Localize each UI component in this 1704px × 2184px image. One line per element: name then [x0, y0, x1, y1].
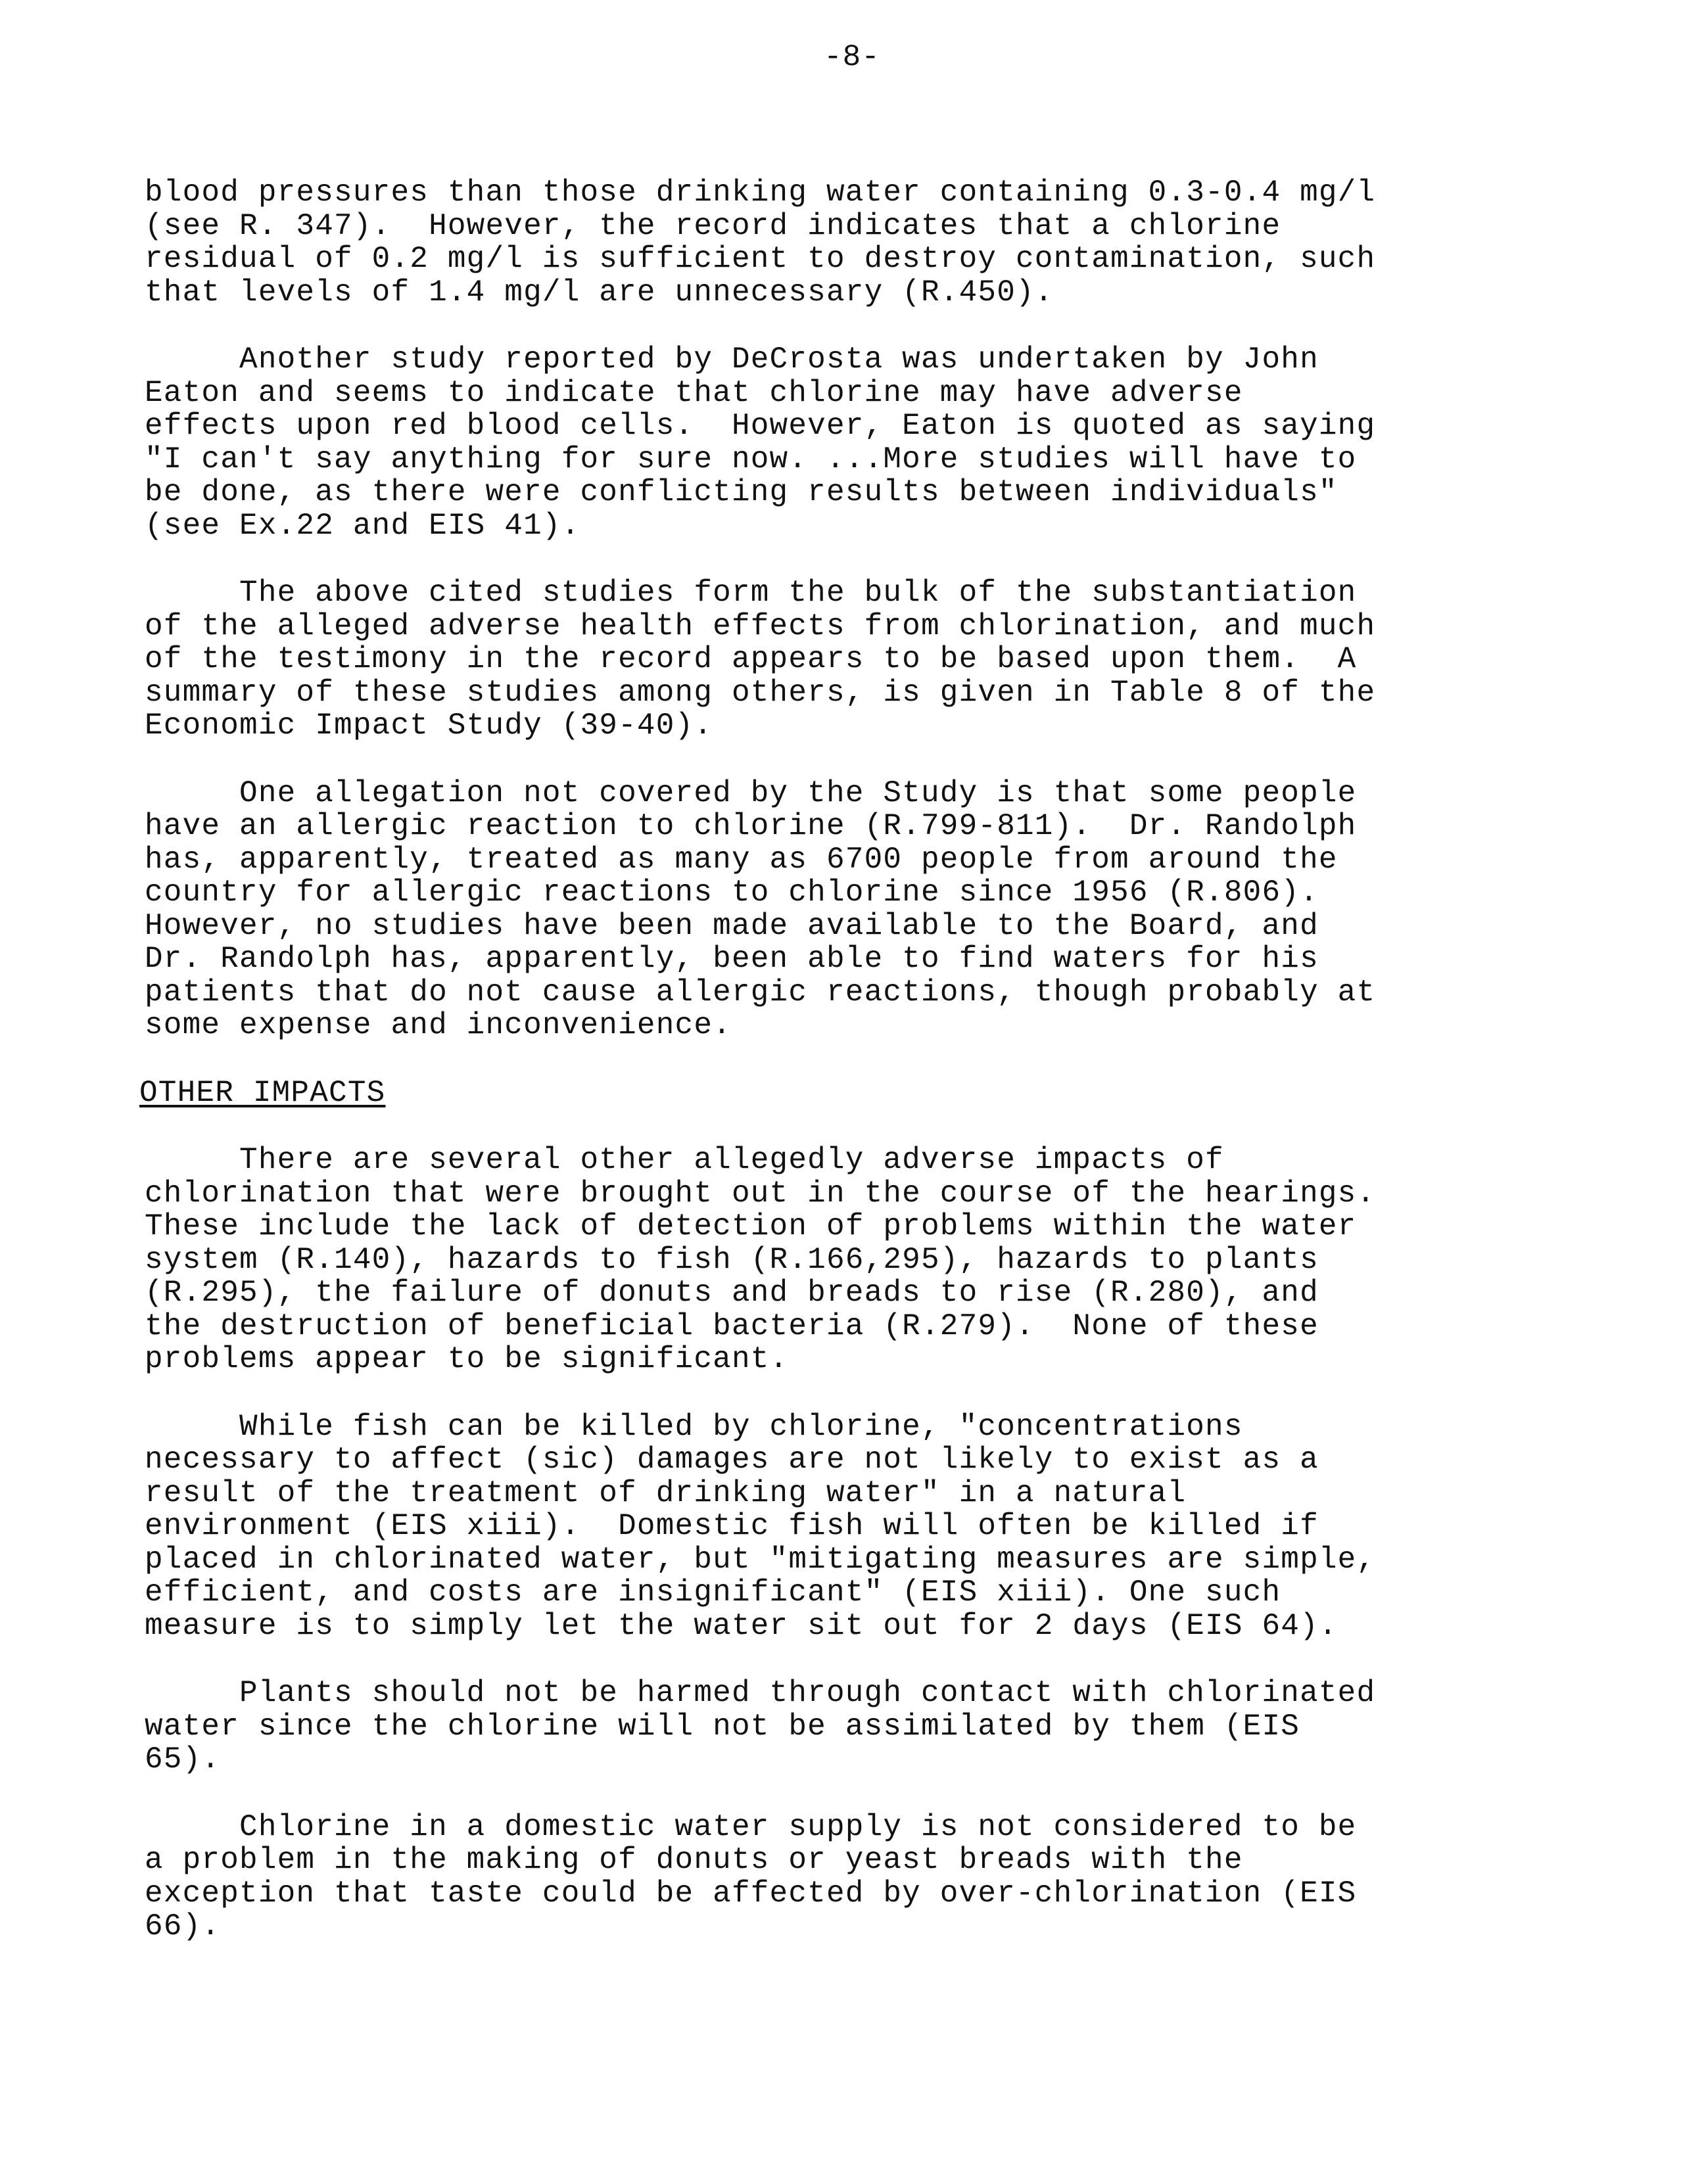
text-line: necessary to affect (sic) damages are not likely to exist as a	[145, 1443, 1319, 1477]
paragraph-allergic-reaction	[145, 777, 1657, 1042]
paragraph-plants	[145, 1677, 1657, 1777]
text-line: residual of 0.2 mg/l is sufficient to destroy contamination, such	[145, 242, 1376, 276]
paragraph-donuts	[145, 1811, 1657, 1943]
text-line: has, apparently, treated as many as 6700 people from around the	[145, 842, 1338, 877]
text-line: The above cited studies form the bulk of the substantiation	[145, 576, 1357, 610]
text-line: a problem in the making of donuts or yeast breads with the	[145, 1843, 1243, 1877]
text-line: efficient, and costs are insignificant" (EIS xiii). One such	[145, 1575, 1281, 1610]
text-line: result of the treatment of drinking water" in a natural	[145, 1475, 1187, 1510]
page-number: -8-	[824, 40, 880, 74]
text-line: problems appear to be significant.	[145, 1342, 789, 1376]
text-line: Chlorine in a domestic water supply is not considered to be	[145, 1809, 1357, 1844]
text-line: However, no studies have been made available to the Board, and	[145, 908, 1319, 943]
text-line: measure is to simply let the water sit out for 2 days (EIS 64).	[145, 1608, 1338, 1643]
text-line: chlorination that were brought out in the course of the hearings.	[145, 1176, 1376, 1211]
body-text	[139, 175, 1657, 1978]
text-line: summary of these studies among others, is given in Table 8 of the	[145, 675, 1376, 710]
text-line: These include the lack of detection of problems within the water	[145, 1209, 1357, 1243]
text-line: the destruction of beneficial bacteria (R.279). None of these	[145, 1309, 1319, 1343]
text-line: (see R. 347). However, the record indicates that a chlorine	[145, 208, 1281, 243]
text-line: effects upon red blood cells. However, Eaton is quoted as saying	[145, 409, 1376, 443]
text-line: While fish can be killed by chlorine, "concentrations	[145, 1409, 1243, 1444]
text-line: blood pressures than those drinking water containing 0.3-0.4 mg/l	[145, 175, 1376, 210]
text-line: Eaton and seems to indicate that chlorine may have adverse	[145, 375, 1243, 410]
text-line: of the alleged adverse health effects from chlorination, and much	[145, 609, 1376, 643]
paragraph-blood-pressure	[145, 176, 1657, 309]
text-line: 66).	[145, 1909, 221, 1943]
text-line: be done, as there were conflicting results between individuals"	[145, 475, 1338, 509]
text-line: country for allergic reactions to chlorine since 1956 (R.806).	[145, 875, 1319, 910]
text-line: (R.295), the failure of donuts and breads to rise (R.280), and	[145, 1276, 1319, 1310]
text-line: Another study reported by DeCrosta was undertaken by John	[145, 342, 1319, 377]
text-line: system (R.140), hazards to fish (R.166,295), hazards to plants	[145, 1242, 1319, 1277]
text-line: placed in chlorinated water, but "mitigating measures are simple,	[145, 1542, 1376, 1577]
text-line: of the testimony in the record appears to be based upon them. A	[145, 642, 1357, 676]
text-line: exception that taste could be affected by over-chlorination (EIS	[145, 1876, 1357, 1911]
text-line: water since the chlorine will not be assimilated by them (EIS	[145, 1709, 1300, 1744]
text-line: There are several other allegedly adverse impacts of	[145, 1143, 1224, 1177]
text-line: Plants should not be harmed through contact with chlorinated	[145, 1676, 1376, 1710]
paragraph-cited-studies	[145, 576, 1657, 743]
text-line: Dr. Randolph has, apparently, been able to find waters for his	[145, 942, 1319, 976]
text-line: patients that do not cause allergic reactions, though probably at	[145, 975, 1376, 1010]
paragraph-fish	[145, 1410, 1657, 1643]
text-line: 65).	[145, 1742, 221, 1777]
text-line: One allegation not covered by the Study is that some people	[145, 776, 1357, 810]
text-line: some expense and inconvenience.	[145, 1008, 732, 1042]
text-line: "I can't say anything for sure now. ...More studies will have to	[145, 442, 1357, 476]
section-heading-wrap	[139, 1077, 1657, 1144]
paragraph-eaton-study	[145, 343, 1657, 542]
text-line: Economic Impact Study (39-40).	[145, 709, 713, 743]
section-heading: OTHER IMPACTS	[139, 1075, 386, 1110]
paragraph-other-impacts	[145, 1144, 1657, 1376]
text-line: have an allergic reaction to chlorine (R.799-811). Dr. Randolph	[145, 809, 1357, 843]
text-line: that levels of 1.4 mg/l are unnecessary (R.450).	[145, 275, 1054, 310]
text-line: (see Ex.22 and EIS 41).	[145, 508, 580, 543]
text-line: environment (EIS xiii). Domestic fish will often be killed if	[145, 1509, 1319, 1543]
